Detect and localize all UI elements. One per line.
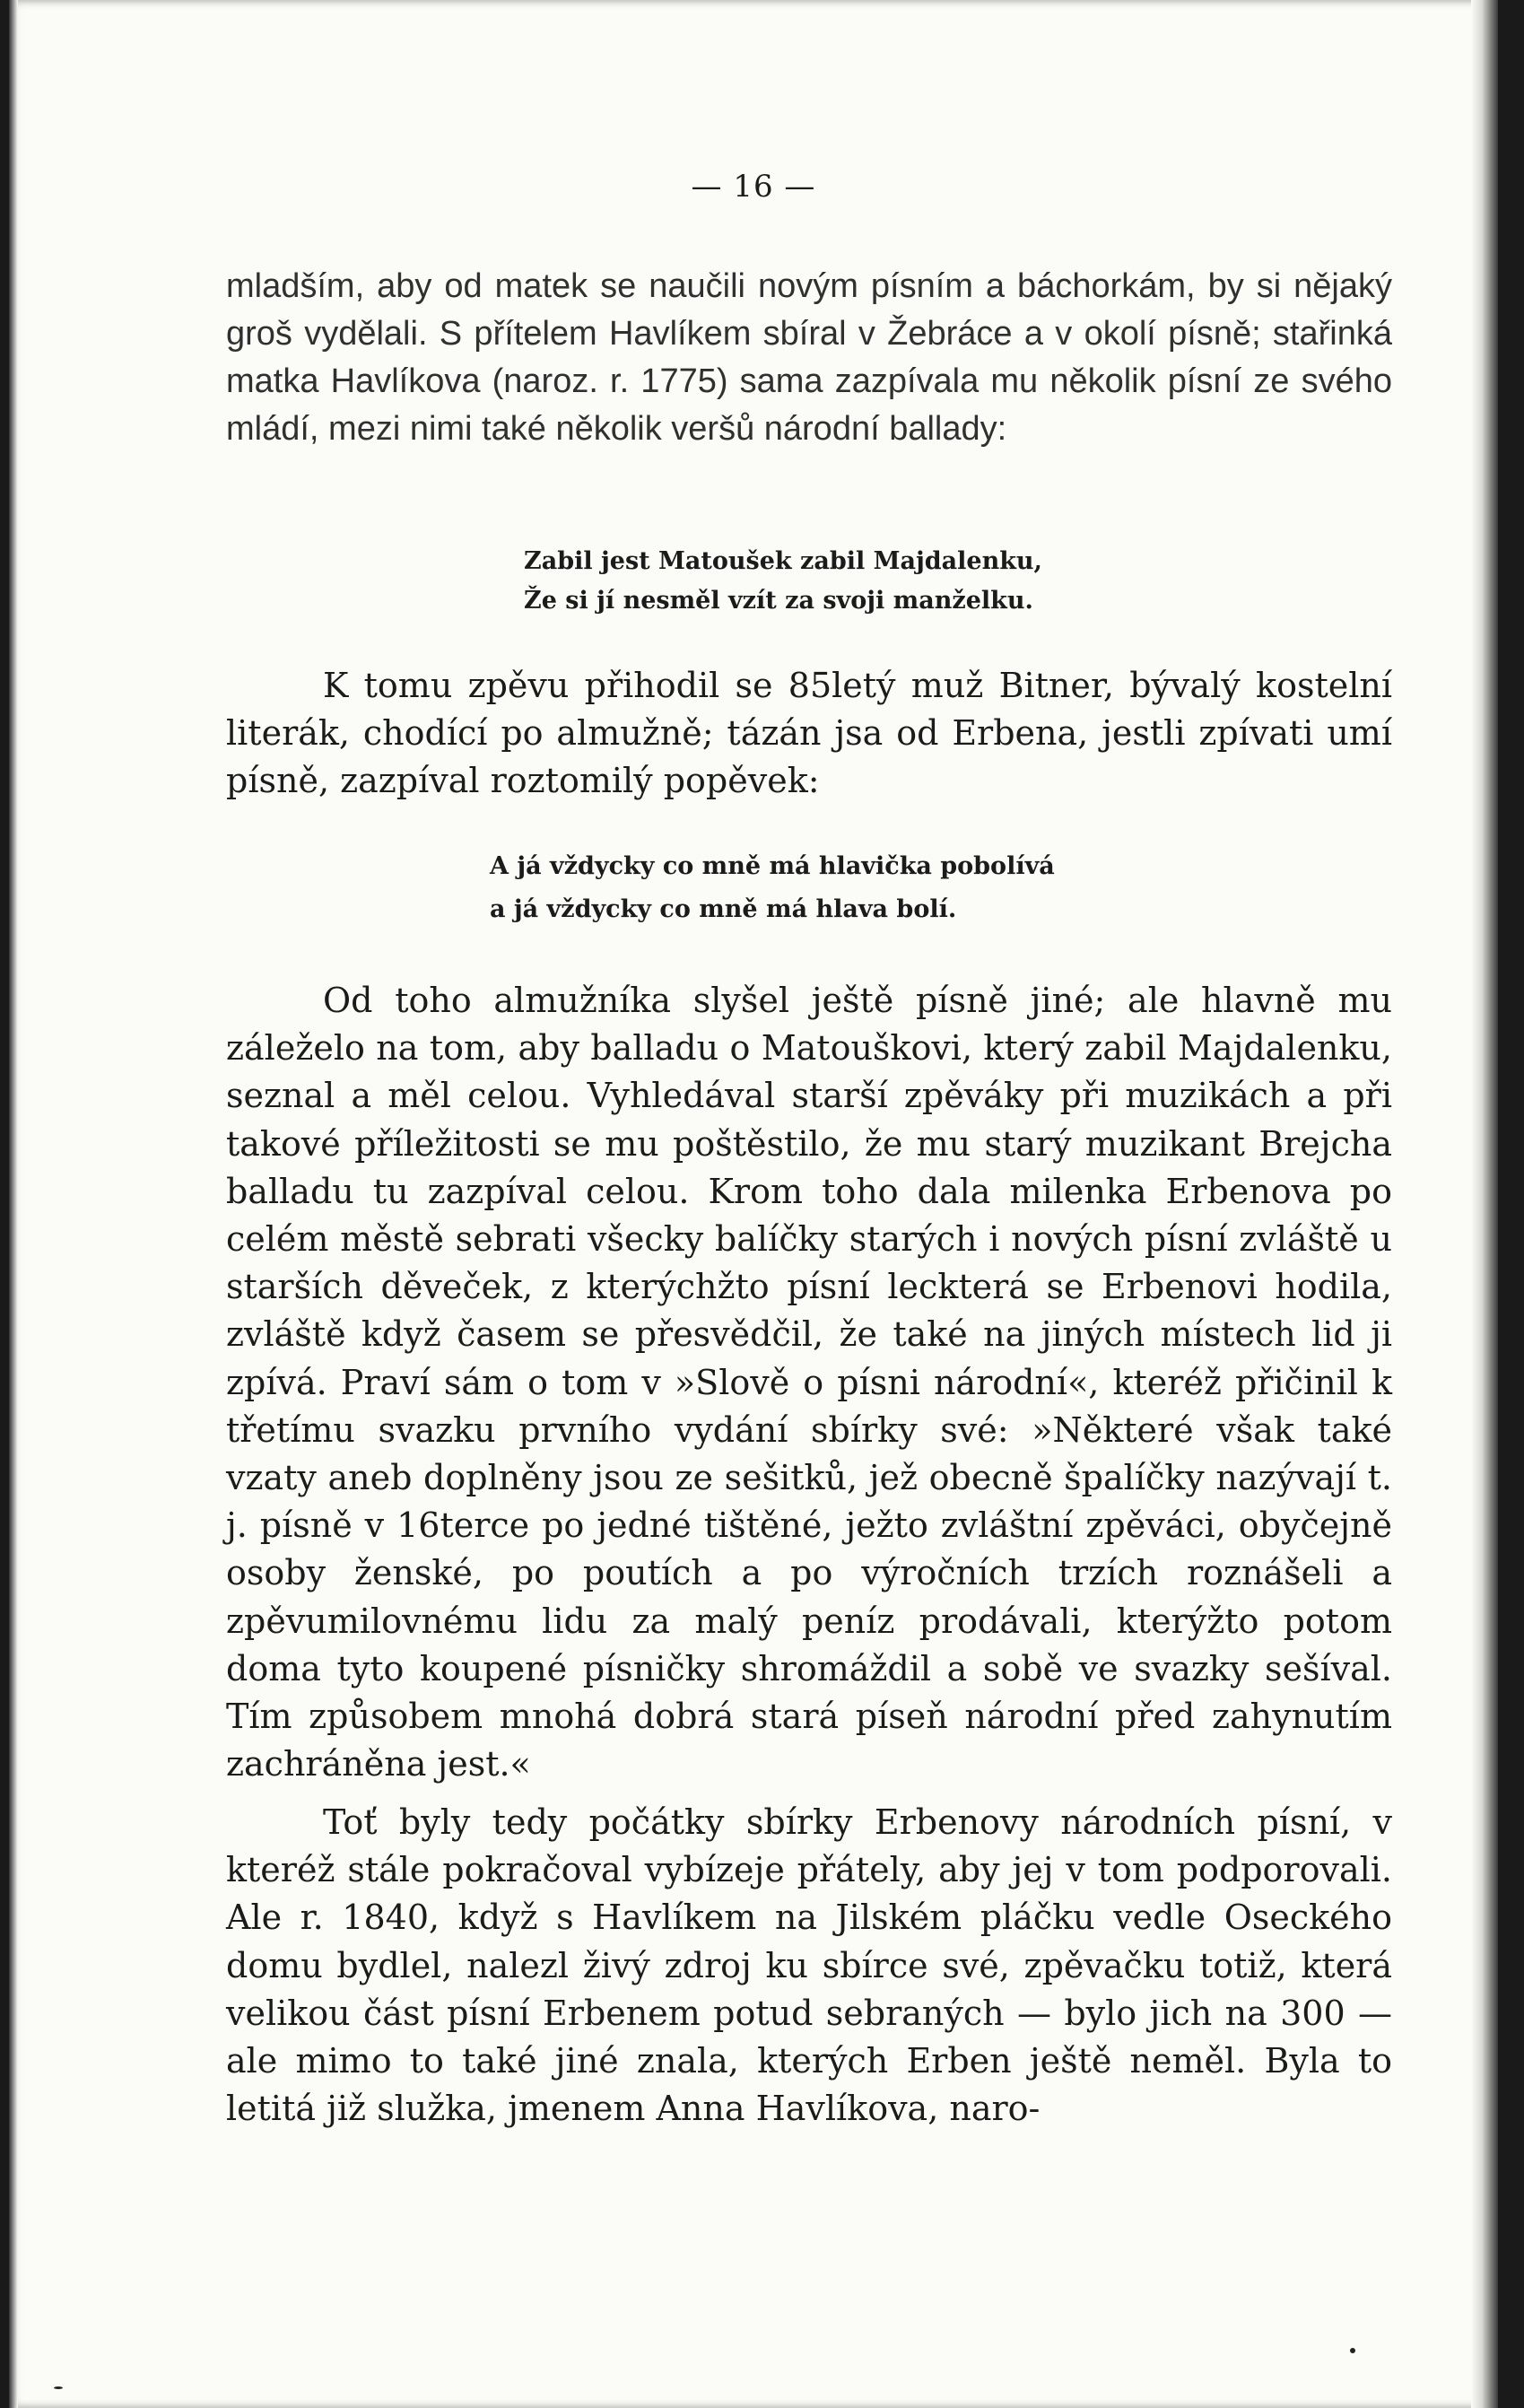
paragraph-2 [226,662,1392,805]
scan-edge-left [9,0,18,2408]
book-page [9,0,1498,2408]
paragraph-1-text: mladším, aby od matek se naučili novým písním a báchorkám, by si nějaký groš vydělali. S přítelem Havlíkem sbíral v Žebráce a v okolí písně; stařinká matka Havlíkova (naroz. r. 1775) sama zazpívala mu několik písní ze svého mládí, mezi nimi také několik veršů národní ballady: [226,267,1392,448]
verse-2-line-2: a já vždycky co mně má hlava bolí. [490,895,957,923]
paragraph-1 [226,263,1392,453]
scan-edge-right [1471,0,1498,2408]
verse-2 [490,845,1207,931]
page-number: — 16 — [691,169,816,205]
paragraph-2-text: K tomu zpěvu přihodil se 85letý muž Bitner, bývalý kostelní literák, chodící po almužně; tázán jsa od Erbena, jestli zpívati umí písně, zazpíval roztomilý popěvek: [226,666,1392,800]
paragraph-4 [226,1799,1392,2133]
scan-speck [54,2386,63,2389]
paragraph-3-text: Od toho almužníka slyšel ještě písně jiné; ale hlavně mu záleželo na tom, aby balladu o Matouškovi, který zabil Majdalenku, seznal a měl celou. Vyhledával starší zpěváky při muzikách a při takové příležitosti se mu poštěstilo, že mu starý muzikant Brejcha balladu tu zazpíval celou. Krom toho dala milenka Erbenova po celém městě sebrati všecky balíčky starých i nových písní zvláště u starších děveček, z kterýchžto písní leckterá se Erbenovi hodila, zvláště když časem se přesvědčil, že také na jiných místech lid ji zpívá. Praví sám o tom v »Slově o písni národní«, kteréž přičinil k třetímu svazku prvního vydání sbírky své: »Některé však také vzaty aneb doplněny jsou ze sešitků, jež obecně špalíčky nazývají t. j. písně v 16terce po jedné tištěné, ježto zvláštní zpěváci, obyčejně osoby ženské, po poutích a po výročních trzích roznášeli a zpěvumilovnému lidu za malý peníz prodávali, kterýžto potom doma tyto koupené písničky shromáždil a sobě ve svazky sešíval. Tím způsobem mnohá dobrá stará píseň národní před zahynutím zachráněna jest.« [226,981,1392,1784]
verse-1 [524,542,1152,621]
verse-1-line-1: Zabil jest Matoušek zabil Majdalenku, [524,547,1042,575]
scan-speck [1350,2348,1355,2353]
verse-2-line-1: A já vždycky co mně má hlavička pobolívá [490,852,1055,880]
verse-1-line-2: Že si jí nesměl vzít za svoji manželku. [524,587,1033,615]
paragraph-3 [226,977,1392,1788]
paragraph-4-text: Toť byly tedy počátky sbírky Erbenovy národních písní, v kteréž stále pokračoval vybízeje přátely, aby jej v tom podporovali. Ale r. 1840, když s Havlíkem na Jilském pláčku vedle Oseckého domu bydlel, nalezl živý zdroj ku sbírce své, zpěvačku totiž, která velikou část písní Erbenem potud sebraných — bylo jich na 300 — ale mimo to také jiné znala, kterých Erben ještě neměl. Byla to letitá již služka, jmenem Anna Havlíkova, naro- [226,1802,1392,2129]
